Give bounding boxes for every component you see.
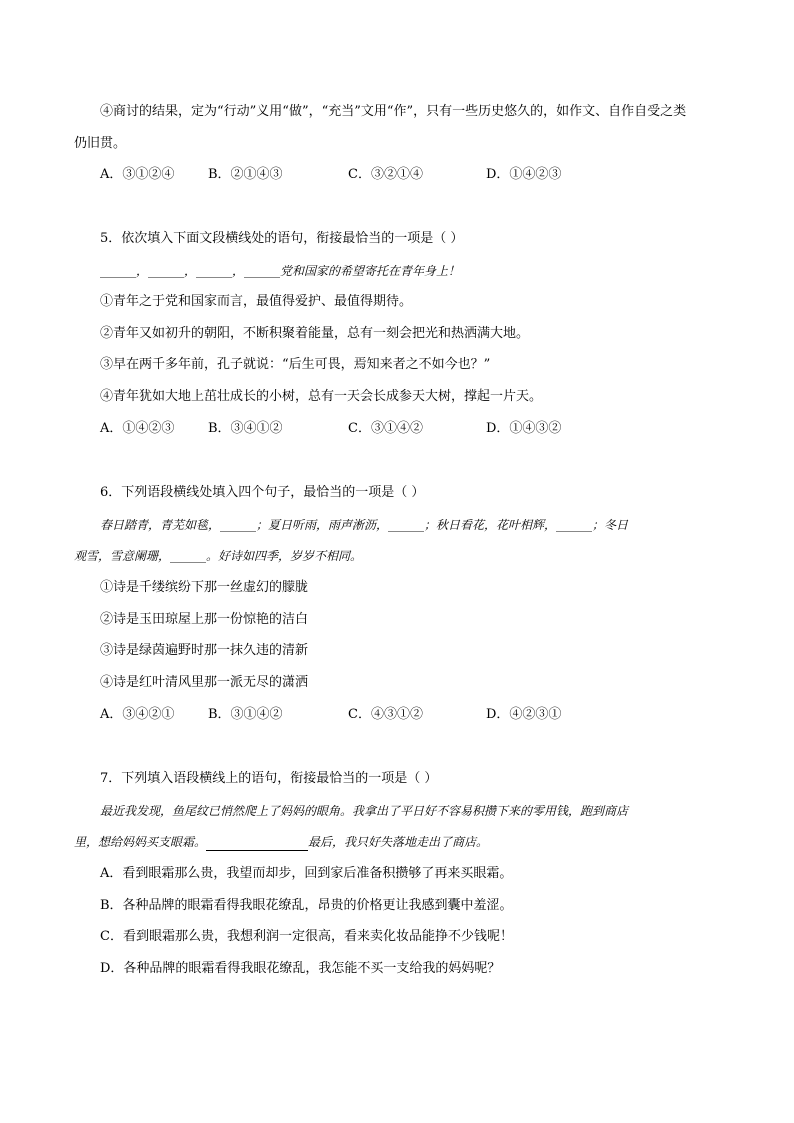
q7-passage-line2 [74,833,488,851]
q7-passage-part-a: 里，想给妈妈买支眼霜。 [74,835,207,849]
q4-option-d[interactable]: D．①④②③ [486,167,562,182]
q6-option-d[interactable]: D．④②③① [486,707,562,722]
q7-passage-part-b: 最后，我只好失落地走出了商店。 [308,835,489,849]
q5-passage: ______，______，______，______党和国家的希望寄托在青年身上！ [100,264,461,278]
q4-item4-line1: ④商讨的结果，定为“行动”义用“做”，“充当”文用“作”，只有一些历史悠久的，如作文、自作自受之类 [100,104,687,119]
q7-answer-blank [206,850,308,851]
q5-item-4: ④青年犹如大地上茁壮成长的小树，总有一天会长成参天大树，撑起一片天。 [100,389,543,404]
q6-option-c[interactable]: C．④③①② [348,707,423,722]
q5-item-3: ③早在两千多年前，孔子就说：“后生可畏，焉知来者之不如今也？” [100,357,491,372]
q4-option-c[interactable]: C．③②①④ [348,167,423,182]
q7-stem: 7．下列填入语段横线上的语句，衔接最恰当的一项是（ ） [100,771,438,786]
q7-choice-a[interactable]: A．看到眼霜那么贵，我望而却步，回到家后准备积攒够了再来买眼霜。 [100,866,513,881]
q5-option-a[interactable]: A．①④②③ [100,421,175,436]
q6-option-a[interactable]: A．③④②① [100,707,175,722]
q7-choice-b[interactable]: B．各种品牌的眼霜看得我眼花缭乱，昂贵的价格更让我感到囊中羞涩。 [100,898,513,913]
q6-option-b[interactable]: B．③①④② [208,707,283,722]
q6-stem: 6．下列语段横线处填入四个句子，最恰当的一项是（ ） [100,485,425,500]
q6-passage-line1: 春日踏青，青芜如毯，______；夏日听雨，雨声淅沥，______；秋日看花，花叶相辉，______；冬日 [100,518,629,532]
q5-item-1: ①青年之于党和国家而言，最值得爱护、最值得期待。 [100,294,413,309]
q4-item4-line2: 仍旧贯。 [74,136,127,151]
q6-item-1: ①诗是千缕缤纷下那一丝虚幻的朦胧 [100,580,309,595]
q7-passage-line1: 最近我发现，鱼尾纹已悄然爬上了妈妈的眼角。我拿出了平日好不容易积攒下来的零用钱，跑到商店 [100,804,629,818]
q4-option-b[interactable]: B．②①④③ [208,167,283,182]
q5-option-c[interactable]: C．③①④② [348,421,423,436]
q4-option-a[interactable]: A．③①②④ [100,167,175,182]
q6-item-3: ③诗是绿茵遍野时那一抹久违的清新 [100,643,309,658]
q5-item-2: ②青年又如初升的朝阳，不断积聚着能量，总有一刻会把光和热洒满大地。 [100,326,530,341]
q5-stem: 5．依次填入下面文段横线处的语句，衔接最恰当的一项是（ ） [100,231,464,246]
q7-choice-d[interactable]: D．各种品牌的眼霜看得我眼花缭乱，我怎能不买一支给我的妈妈呢？ [100,961,501,976]
q7-choice-c[interactable]: C．看到眼霜那么贵，我想利润一定很高，看来卖化妆品能挣不少钱呢！ [100,929,513,944]
q5-option-d[interactable]: D．①④③② [486,421,562,436]
q6-item-2: ②诗是玉田琼屋上那一份惊艳的洁白 [100,612,309,627]
q5-option-b[interactable]: B．③④①② [208,421,283,436]
q6-passage-line2: 观雪，雪意阑珊，______。好诗如四季，岁岁不相同。 [74,549,363,563]
q6-item-4: ④诗是红叶清风里那一派无尽的潇洒 [100,675,309,690]
